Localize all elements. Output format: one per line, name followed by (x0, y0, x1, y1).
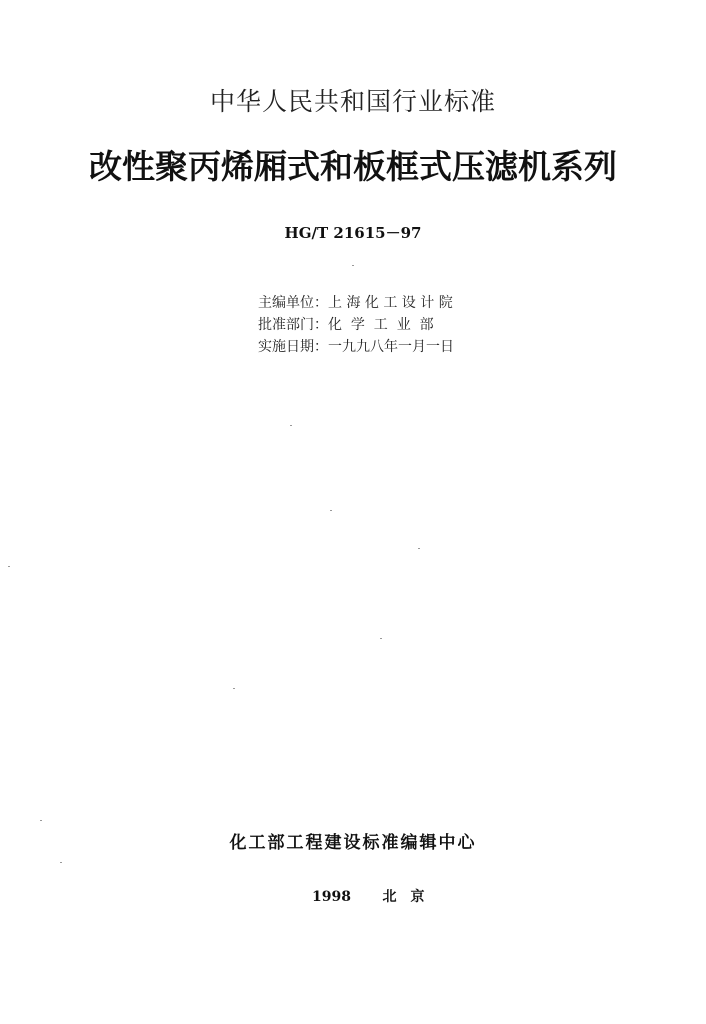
scan-speck (60, 862, 62, 863)
scan-speck (418, 548, 420, 549)
publisher-name: 化工部工程建设标准编辑中心 (229, 833, 477, 853)
scan-speck (8, 566, 10, 567)
info-block (258, 292, 454, 358)
scan-speck (352, 265, 354, 266)
standard-number: HG/T 21615－97 (284, 224, 422, 242)
publication-year: 1998 (312, 889, 351, 905)
scan-speck (233, 688, 235, 689)
document-title: 改性聚丙烯厢式和板框式压滤机系列 (89, 147, 617, 186)
publication-city: 北京 (382, 889, 439, 905)
publication-line (312, 886, 438, 906)
approving-department: 批准部门：化 学 工 业 部 (258, 317, 434, 333)
scan-speck (380, 638, 382, 639)
editor-unit: 主编单位：上 海 化 工 设 计 院 (258, 295, 453, 311)
scan-speck (330, 510, 332, 511)
effective-date: 实施日期：一九九八年一月一日 (258, 339, 454, 355)
standard-category: 中华人民共和国行业标准 (209, 87, 496, 116)
scan-speck (40, 820, 42, 821)
scan-speck (290, 425, 292, 426)
